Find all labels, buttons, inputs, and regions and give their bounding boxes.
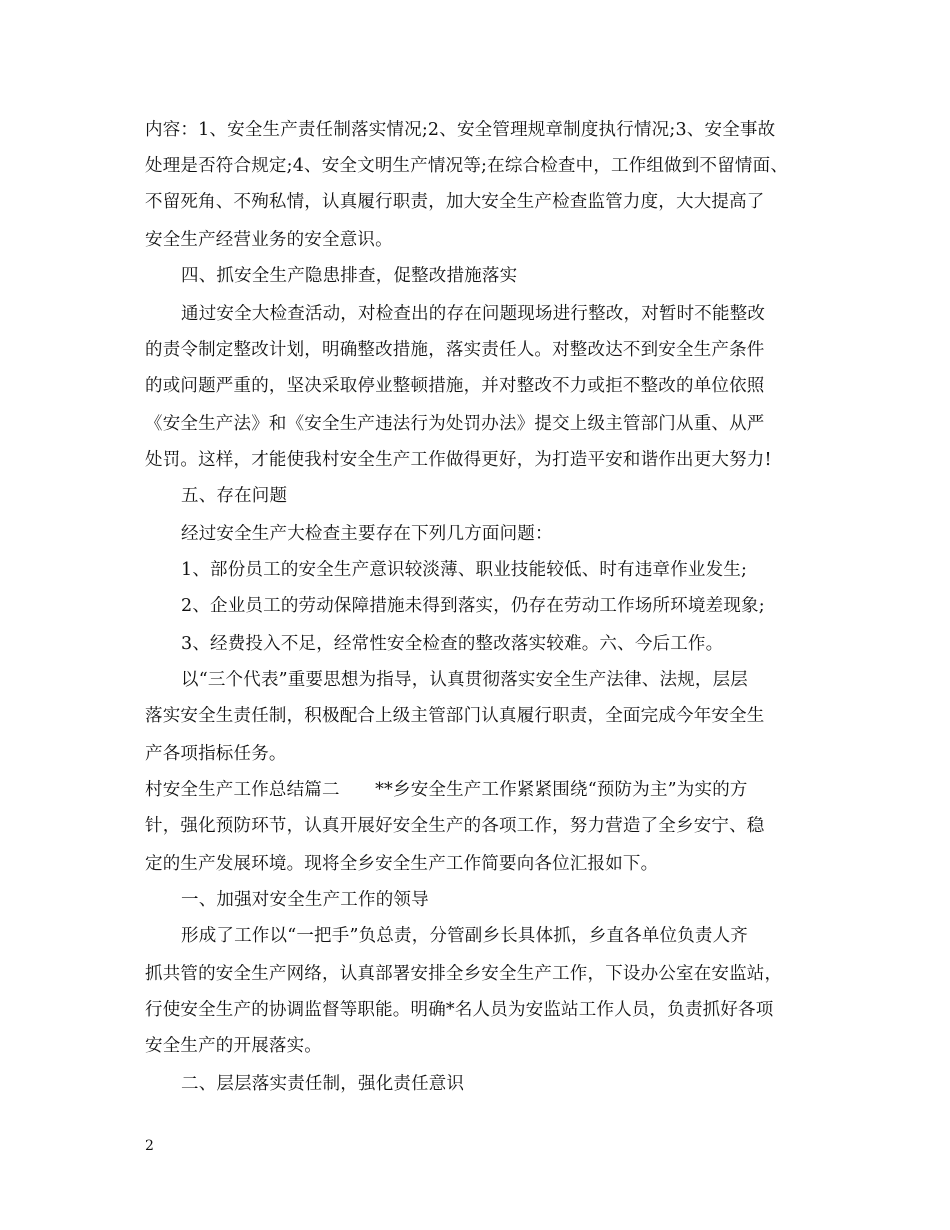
body-line: 产各项指标任务。 (145, 744, 287, 764)
list-item: 1、部份员工的安全生产意识较淡薄、职业技能较低、时有违章作业发生; (181, 560, 748, 580)
body-line: 经过安全生产大检查主要存在下列几方面问题： (181, 524, 553, 544)
section-heading: 五、存在问题 (181, 486, 288, 506)
body-line: 安全生产的开展落实。 (145, 1036, 322, 1056)
list-item: 2、企业员工的劳动保障措施未得到落实，仍存在劳动工作场所环境差现象; (181, 596, 765, 616)
section-heading: 二、层层落实责任制，强化责任意识 (181, 1074, 465, 1094)
body-line: 处理是否符合规定;4、安全文明生产情况等;在综合检查中，工作组做到不留情面、 (145, 156, 789, 176)
body-line: 村安全生产工作总结篇二 **乡安全生产工作紧紧围绕“预防为主”为实的方 (145, 780, 748, 800)
body-line: 落实安全生责任制，积极配合上级主管部门认真履行职责，全面完成今年安全生 (145, 706, 765, 726)
body-line: 抓共管的安全生产网络，认真部署安排全乡安全生产工作，下设办公室在安监站， (145, 964, 783, 984)
body-line: 不留死角、不殉私情，认真履行职责，加大安全生产检查监管力度，大大提高了 (145, 192, 765, 212)
body-line: 内容：1、安全生产责任制落实情况;2、安全管理规章制度执行情况;3、安全事故 (145, 120, 776, 140)
body-line: 的或问题严重的，坚决采取停业整顿措施，并对整改不力或拒不整改的单位依照 (145, 376, 765, 396)
body-line: 处罚。这样，才能使我村安全生产工作做得更好，为打造平安和谐作出更大努力! (145, 450, 772, 470)
page-number: 2 (145, 1138, 154, 1154)
body-line: 的责令制定整改计划，明确整改措施，落实责任人。对整改达不到安全生产条件 (145, 340, 765, 360)
body-line: 定的生产发展环境。现将全乡安全生产工作简要向各位汇报如下。 (145, 854, 659, 874)
body-line: 针，强化预防环节，认真开展好安全生产的各项工作，努力营造了全乡安宁、稳 (145, 816, 765, 836)
body-line: 安全生产经营业务的安全意识。 (145, 230, 393, 250)
body-line: 《安全生产法》和《安全生产违法行为处罚办法》提交上级主管部门从重、从严 (145, 414, 765, 434)
section-heading: 四、抓安全生产隐患排查，促整改措施落实 (181, 266, 518, 286)
body-line: 行使安全生产的协调监督等职能。明确*名人员为安监站工作人员，负责抓好各项 (145, 1000, 774, 1020)
list-item: 3、经费投入不足，经常性安全检查的整改落实较难。六、今后工作。 (181, 634, 724, 654)
body-line: 以“三个代表”重要思想为指导，认真贯彻落实安全生产法律、法规，层层 (181, 670, 748, 690)
body-line: 形成了工作以“一把手”负总责，分管副乡长具体抓，乡直各单位负责人齐 (181, 926, 748, 946)
body-line: 通过安全大检查活动，对检查出的存在问题现场进行整改，对暂时不能整改 (181, 304, 766, 324)
section-heading: 一、加强对安全生产工作的领导 (181, 890, 429, 910)
